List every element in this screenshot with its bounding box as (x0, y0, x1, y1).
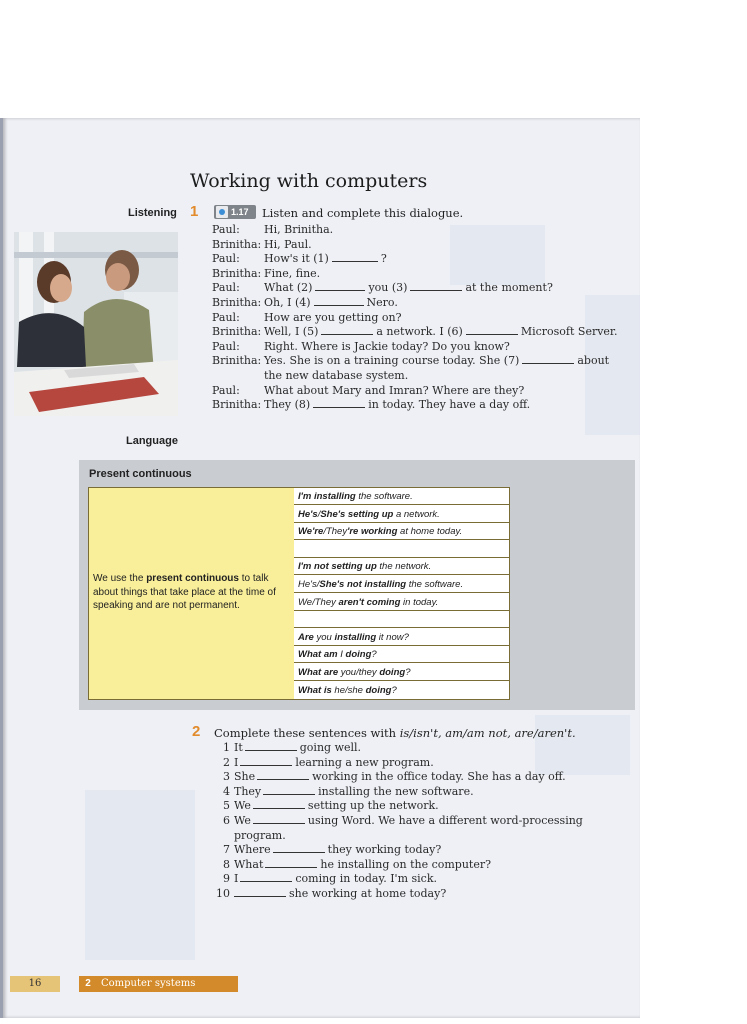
grammar-example-segment: doing (345, 649, 372, 661)
grammar-example (294, 558, 509, 575)
answer-blank[interactable] (263, 785, 315, 795)
dialogue-text-part: Right. Where is Jackie today? Do you know? (264, 339, 510, 353)
answer-blank[interactable] (313, 398, 365, 408)
answer-blank[interactable] (253, 799, 305, 809)
grammar-examples-table (294, 487, 510, 700)
dialogue-text (264, 238, 622, 253)
dialogue-speaker: Paul: (212, 339, 240, 353)
dialogue-line (212, 325, 622, 340)
grammar-example-segment: ? (391, 684, 397, 696)
dialogue-line (212, 398, 622, 413)
sentence-end: learning a new program. (295, 755, 434, 769)
grammar-box-title: Present continuous (89, 468, 192, 480)
dialogue-line (212, 354, 622, 383)
grammar-example-segment: We (298, 596, 313, 608)
dialogue-speaker: Paul: (212, 223, 240, 236)
exercise-2-sentence (212, 887, 632, 902)
sentence-start: It (234, 741, 243, 754)
dialogue-text (264, 340, 622, 355)
answer-blank[interactable] (245, 741, 297, 751)
explanation-text-start: We use the (93, 573, 147, 584)
sentence-start: I (234, 872, 239, 886)
dialogue-speaker: Brinitha: (212, 354, 262, 368)
sentence-start: I (234, 755, 239, 769)
grammar-example-segment: it now? (376, 631, 409, 643)
dialogue-speaker: Brinitha: (212, 325, 262, 339)
dialogue-text (264, 398, 622, 413)
explanation-text-end: to talk about things that take place at the time of speaking and are not permanent. (93, 573, 276, 611)
grammar-example-segment: he/she (331, 684, 366, 696)
audio-track-number: 1.17 (231, 207, 249, 217)
grammar-example-segment: /They (323, 526, 348, 538)
office-photo-illustration (14, 232, 178, 416)
dialogue-speaker: Paul: (212, 252, 240, 266)
sentence-start: We (234, 813, 251, 827)
sentence-end: he installing on the computer? (320, 857, 492, 871)
grammar-example (294, 594, 509, 611)
show-through-block (85, 790, 195, 960)
dialogue-speaker: Brinitha: (212, 398, 262, 412)
sentence-start: What (234, 857, 264, 871)
grammar-example-segment: the software. (355, 491, 413, 502)
sentence-end: setting up the network. (307, 799, 439, 813)
sentence-body (234, 799, 439, 814)
dialogue-text (264, 267, 622, 282)
unit-title: Computer systems (101, 978, 196, 989)
audio-cd-icon (216, 206, 228, 218)
sentence-number: 1 (223, 741, 230, 754)
sentence-start: They (234, 784, 262, 798)
exercise-2-sentence (212, 843, 632, 858)
exercise-2-sentence (212, 756, 632, 771)
sentence-body (234, 756, 434, 771)
unit-number: 2 (85, 978, 91, 989)
exercise-2-sentence (212, 814, 632, 843)
answer-blank[interactable] (522, 354, 574, 364)
language-label: Language (126, 435, 178, 447)
dialogue-text-part: Oh, I (4) (264, 295, 311, 309)
grammar-example-segment: What are (298, 667, 339, 678)
dialogue-text (264, 252, 622, 267)
dialogue-text-part: What about Mary and Imran? Where are they? (264, 383, 525, 397)
dialogue-line (212, 296, 622, 311)
sentence-end: they working today? (327, 843, 442, 857)
exercise-2-instruction-text: Complete these sentences with (214, 726, 400, 740)
grammar-example-segment: in today. (400, 596, 439, 608)
dialogue-line (212, 238, 622, 253)
answer-blank[interactable] (273, 843, 325, 853)
dialogue-text-part: Well, I (5) (264, 325, 319, 339)
dialogue-text-part: Hi, Brinitha. (264, 223, 334, 236)
dialogue-text-part: Fine, fine. (264, 266, 321, 280)
answer-blank[interactable] (315, 281, 365, 291)
grammar-example-segment: She's (320, 508, 346, 520)
dialogue-speaker: Brinitha: (212, 295, 262, 309)
dialogue-line (212, 281, 622, 296)
grammar-example (294, 488, 509, 505)
grammar-example-segment: the network. (376, 561, 432, 573)
dialogue-line (212, 311, 622, 326)
dialogue-text (264, 223, 622, 238)
grammar-example-segment: installing (334, 631, 377, 643)
grammar-example-segment: setting up (345, 508, 394, 520)
grammar-example (294, 664, 509, 681)
grammar-example (294, 682, 509, 699)
grammar-example-segment: the software. (406, 579, 464, 590)
dialogue-line (212, 223, 622, 238)
unit-footer-tab (79, 976, 238, 992)
exercise-2-sentences (212, 741, 632, 902)
dialogue-speaker: Brinitha: (212, 266, 262, 280)
office-photo (14, 232, 178, 416)
dialogue-text (264, 281, 622, 296)
listening-label: Listening (128, 207, 177, 219)
explanation-key-term: present continuous (146, 573, 239, 584)
sentence-body (234, 858, 491, 873)
dialogue-line (212, 384, 622, 399)
grammar-example-segment: 're working (347, 526, 398, 538)
sentence-number: 8 (223, 857, 230, 871)
sentence-number: 10 (216, 886, 230, 900)
grammar-example-segment: ? (371, 649, 377, 661)
dialogue-speaker: Brinitha: (212, 237, 262, 251)
sentence-body (234, 872, 437, 887)
dialogue-text-part: Yes. She is on a training course today. She (7) (264, 354, 520, 368)
dialogue-text-part: at the moment? (465, 281, 553, 295)
answer-blank[interactable] (240, 756, 292, 766)
dialogue-text-part: How's it (1) (264, 252, 329, 266)
grammar-example-segment: ? (405, 667, 411, 678)
dialogue-text (264, 325, 622, 340)
dialogue-text (264, 311, 622, 326)
grammar-example-segment: you (313, 631, 335, 643)
exercise-2-sentence (212, 872, 632, 887)
sentence-end: she working at home today? (289, 886, 447, 900)
answer-blank[interactable] (410, 281, 462, 291)
exercise-2-sentence (212, 741, 632, 756)
grammar-example-segment: I'm not setting up (298, 561, 377, 573)
exercise-2-instruction-options: is/isn't, am/am not, are/aren't. (399, 726, 576, 740)
grammar-example-segment: you/they (338, 667, 380, 678)
answer-blank[interactable] (240, 872, 292, 882)
answer-blank[interactable] (332, 252, 378, 262)
exercise-2-sentence (212, 785, 632, 800)
dialogue-text-part: How are you getting on? (264, 310, 402, 324)
grammar-example (294, 523, 509, 540)
sentence-start: We (234, 799, 251, 813)
answer-blank[interactable] (253, 814, 305, 824)
answer-blank[interactable] (314, 296, 364, 306)
sentence-start: Where (234, 843, 271, 857)
grammar-example (294, 506, 509, 523)
dialogue-text-part: Nero. (366, 295, 398, 309)
sentence-end: going well. (299, 741, 362, 754)
sentence-end: installing the new software. (318, 784, 474, 798)
grammar-example-segment: / (317, 508, 321, 520)
grammar-example-segment: at home today. (397, 526, 463, 538)
grammar-example-segment: doing (365, 684, 392, 696)
dialogue-text (264, 296, 622, 311)
grammar-explanation (93, 572, 293, 613)
dialogue-speaker: Paul: (212, 310, 240, 324)
grammar-example (294, 646, 509, 663)
dialogue-line (212, 252, 622, 267)
grammar-example-segment: He's (298, 508, 318, 520)
sentence-body (234, 843, 441, 858)
sentence-number: 4 (223, 784, 230, 798)
dialogue-line (212, 267, 622, 282)
exercise-1-instruction: Listen and complete this dialogue. (262, 206, 464, 220)
dialogue-text-part: Hi, Paul. (264, 237, 312, 251)
dialogue-text-part: They (8) (264, 398, 311, 412)
answer-blank[interactable] (234, 887, 286, 897)
sentence-end: using Word. We have a different word-processing program. (234, 813, 583, 842)
grammar-example-segment: aren't coming (338, 596, 401, 608)
answer-blank[interactable] (257, 770, 309, 780)
grammar-example-segment: We're (298, 526, 324, 538)
dialogue-text-part: What (2) (264, 281, 313, 295)
grammar-example-segment: doing (379, 667, 406, 678)
dialogue-text-part: a network. I (6) (376, 325, 463, 339)
dialogue-text (264, 384, 622, 399)
dialogue-speaker: Paul: (212, 383, 240, 397)
page-title: Working with computers (190, 170, 428, 192)
exercise-1-number: 1 (190, 203, 199, 220)
grammar-example-segment: What am (298, 649, 338, 661)
listening-dialogue (212, 223, 622, 413)
exercise-2-sentence (212, 770, 632, 785)
grammar-box (79, 460, 635, 710)
dialogue-speaker: Paul: (212, 281, 240, 295)
answer-blank[interactable] (265, 858, 317, 868)
grammar-explanation-panel (88, 487, 297, 700)
audio-track-badge[interactable] (214, 205, 256, 219)
sentence-end: working in the office today. She has a day off. (312, 770, 566, 784)
dialogue-text (264, 354, 622, 383)
sentence-body (234, 770, 566, 785)
grammar-example-empty-row (294, 541, 509, 558)
grammar-example-segment: I'm installing (298, 491, 356, 502)
grammar-example-segment: Are (298, 631, 314, 643)
dialogue-line (212, 340, 622, 355)
sentence-body (234, 741, 361, 756)
sentence-body (234, 814, 632, 843)
grammar-example (294, 576, 509, 593)
answer-blank[interactable] (321, 325, 373, 335)
dialogue-text-part: in today. They have a day off. (368, 398, 531, 412)
sentence-number: 3 (223, 770, 230, 784)
grammar-example (294, 629, 509, 646)
exercise-2-instruction (214, 726, 576, 740)
dialogue-text-part: ? (380, 252, 387, 266)
grammar-example-segment: What is (298, 684, 332, 696)
grammar-example-segment: I (337, 649, 346, 661)
grammar-example-segment: / (316, 579, 320, 590)
grammar-example-segment: He's (298, 579, 317, 590)
dialogue-text-part: Microsoft Server. (520, 325, 618, 339)
exercise-2-sentence (212, 858, 632, 873)
sentence-number: 2 (223, 755, 230, 769)
exercise-2-sentence (212, 799, 632, 814)
sentence-number: 7 (223, 843, 230, 857)
page-number: 16 (10, 976, 60, 992)
sentence-number: 9 (223, 872, 230, 886)
grammar-example-segment: a network. (393, 508, 440, 520)
grammar-example-empty-row (294, 611, 509, 628)
answer-blank[interactable] (466, 325, 518, 335)
grammar-example-segment: She's not installing (319, 579, 407, 590)
grammar-example-segment: /They (312, 596, 339, 608)
sentence-end: coming in today. I'm sick. (295, 872, 437, 886)
sentence-start: She (234, 770, 256, 784)
exercise-2-number: 2 (192, 723, 201, 740)
sentence-number: 5 (223, 799, 230, 813)
sentence-body (234, 887, 446, 902)
sentence-body (234, 785, 474, 800)
sentence-number: 6 (223, 813, 230, 827)
dialogue-text-part: about the new database system. (264, 354, 610, 382)
dialogue-text-part: you (3) (368, 281, 408, 295)
